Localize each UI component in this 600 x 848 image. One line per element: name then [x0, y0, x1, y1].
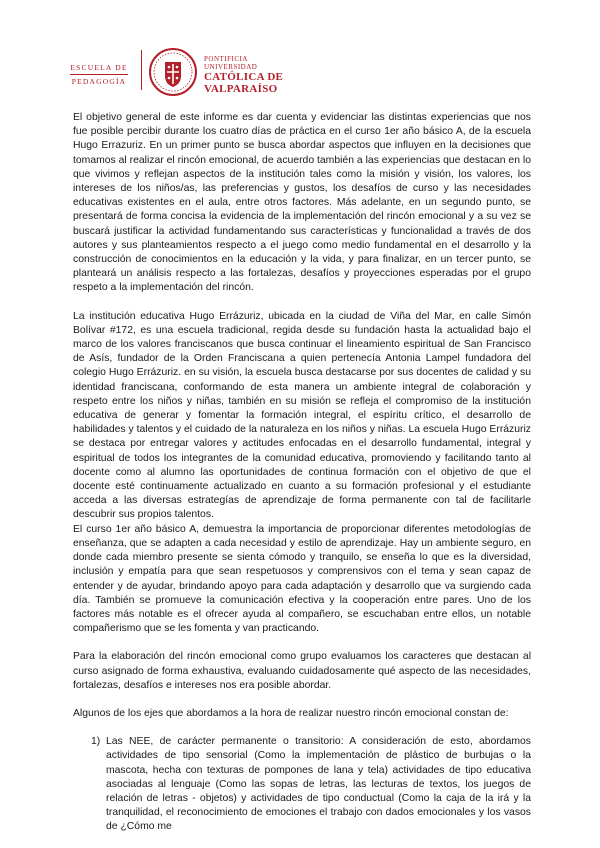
school-logo [64, 63, 134, 86]
school-logo-rule [70, 74, 128, 75]
list-item-text: Las NEE, de carácter permanente o transitorio: A consideración de esto, abordamos actividades de tipo sensorial (Como la implementación de plástico de burbujas o la mascota, hecha con texturas de pompones de lana y tela) actividades de tipo educativa asociadas al lenguaje (Como las sopas de letras, las lecturas de textos, los juegos de relación de letras - objetos) y actividades de tipo conductual (Como la caja de la irá y la tranquilidad, el reconocimiento de emociones el trabajo con dados emocionales y los vasos de ¿Cómo me [106, 736, 531, 833]
university-seal-icon [148, 46, 198, 98]
paragraph-objective: El objetivo general de este informe es dar cuenta y evidenciar las distintas experiencias que nos fue posible percibir durante los cuatro días de práctica en el curso 1er año básico A, de la escuela Hugo Errazuriz. En un primer punto se busca abordar aspectos que influyen en la decisiones que tomamos al realizar el rincón emocional, de acuerdo también a las experiencias que destacan en lo que vivimos y reflejan aspectos de la institución tales como la misión y visión, los valores, los intereses de los niños/as, las preferencias y gustos, los desafíos de curso y las necesidades educativas existentes en el aula, entre otros factores. Más adelante, en un segundo punto, se presentará de forma concisa la evidencia de la implementación del rincón emocional y a su vez se buscará justificar la actividad fundamentando sus características y funcionalidad a través de dos autores y sus planteamientos respecto a el juego como medio fundamental en el desarrollo y la construcción de conocimientos en la educación y la vida, y para finalizar, en un tercer punto, se planteará un análisis respecto a las fortalezas, desafíos y proyecciones esperadas por el grupo respeto a la implementación del rincón. [73, 112, 531, 294]
list-item [73, 735, 531, 834]
paragraph-course: El curso 1er año básico A, demuestra la importancia de proporcionar diferentes metodologías de enseñanza, que se adapten a cada necesidad y estilo de aprendizaje. Hay un ambiente seguro, en donde cada miembro presente se sienta cómodo y tranquilo, se enseña lo que es la diversidad, inclusión y empatía para que sean respetuosos y comprensivos con el tema y sean capaz de entender y de ayudar, brindando apoyo para cada adaptación y desarrollo que va surgiendo cada día. También se promueve la comunicación efectiva y la cooperación entre pares. Uno de los factores más notable es el ofrecer ayuda al compañero, se escuchaban entre ellos, un notable compañerismo que se les fomenta y van practicando. [73, 523, 531, 635]
univ-line-3: CATÓLICA DE [204, 71, 284, 83]
school-name-line1: ESCUELA DE [70, 63, 128, 72]
paragraph-axes-intro: Algunos de los ejes que abordamos a la hora de realizar nuestro rincón emocional constan de: [73, 707, 509, 719]
letterhead [64, 40, 364, 100]
school-name-line2: PEDAGOGÍA [71, 77, 127, 86]
university-name [204, 55, 283, 95]
paragraph-institution: La institución educativa Hugo Errázuriz, ubicada en la ciudad de Viña del Mar, en calle Simón Bolívar #172, es una escuela tradicional, regida desde su fundación hasta la actualidad bajo el marco de los valores franciscanos que busca continuar el lineamiento espiritual de San Francisco de Asís, fundador de la Orden Franciscana a quien pertenecía Antonia Lampel fundadora del colegio Hugo Errázuriz. en su visión, la escuela busca destacarse por sus docentes de calidad y su identidad franciscana, conformando de esta manera un ambiente integral de colaboración y respeto entre los niños y niñas, también en su misión se refleja el compromiso de la institución educativa de generar y fomentar la formación integral, el espíritu crítico, el desarrollo de habilidades y talentos y el cuidado de la naturaleza en los niños y niñas. La escuela Hugo Errázuriz se destaca por entregar valores y actitudes enfocadas en el desarrollo fundamental, integral y espiritual de todos los integrantes de la comunidad educativa, promoviendo y facilitando tanto al docente como al alumno las oportunidades de continua formación con el objetivo de que el docente esté continuamente actualizado en cuanto a su formación profesional y el estudiante acceda a las diversas estrategías de aprendizaje de forma permanente con tal de facilitarle descubrir sus propios talentos. [73, 310, 531, 521]
univ-line-1: PONTIFICIA [204, 55, 248, 63]
paragraph-elaboration: Para la elaboración del rincón emocional como grupo evaluamos los caracteres que destacan al curso asignado de forma exhaustiva, evaluando cuidadosamente qué aspecto de las necesidades, fortalezas, desafíos e intereses nos era posible abordar. [73, 651, 531, 691]
univ-line-2: UNIVERSIDAD [204, 63, 258, 71]
logo-divider [141, 50, 142, 90]
univ-line-4: VALPARAÍSO [204, 83, 278, 95]
document-body [73, 111, 531, 835]
list-item-number: 1) [91, 736, 101, 748]
